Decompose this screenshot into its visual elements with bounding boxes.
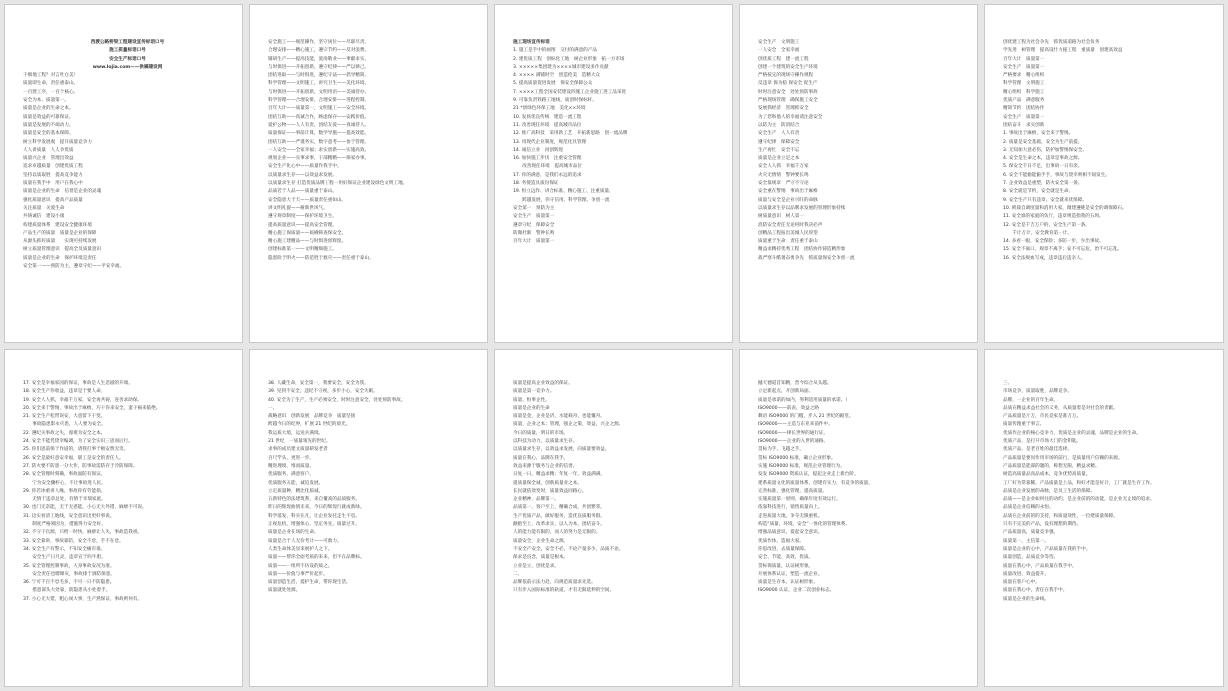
text-line: 一人安全 全家幸福 xyxy=(758,48,800,54)
page-content xyxy=(23,380,232,604)
text-line: 33. 安全靠讲，事故靠防，安全不怠，手不在怠。 xyxy=(23,538,124,544)
text-line: 7. ××××工程全国安装建设四施工企业施工进工品采优 xyxy=(513,89,627,95)
text-line: 18. 务使造具质份保证 xyxy=(513,181,559,187)
text-line: 质量是企业在场的生命。 xyxy=(268,530,319,536)
text-line: www.lojia.com——供稿建设网 xyxy=(92,64,163,70)
text-line: 遵章守纪 保障安全 xyxy=(513,222,555,228)
text-line: 优质作企业的核心竞争力，优质是企业的灵魂，品牌是企业的生命。 xyxy=(1003,430,1141,436)
text-line: 建系质量文化的质量体系，创建有实力，有竞争的质量。 xyxy=(758,480,873,486)
text-line: 34. 安全生产有警示，不知安全痛有谁。 xyxy=(23,546,106,552)
text-line: 只有步入国际标准的轨道，才有无限延伸的空间。 xyxy=(513,588,615,594)
text-line: 与时俱进——开拓创新，遵守纪律——严以律己。 xyxy=(268,64,370,70)
text-line: 产品质量是斤万，市民竞家是准万万。 xyxy=(1003,414,1082,420)
text-line: 正视危机，增强体心，坚定务先，质量过升。 xyxy=(268,522,360,528)
text-line: 质量是提高企业效益的保证。 xyxy=(513,381,573,386)
text-line: 安全重在警惕 事故出于麻痹 xyxy=(758,189,818,195)
text-line: 品质是企业信赖的永恒。 xyxy=(1003,505,1054,511)
text-line: 26. 安全是最好意安幸福，职工是安全的责任人。 xyxy=(23,455,124,461)
text-line: 科学管理 文明施工 xyxy=(1003,81,1045,87)
text-line: 百年大计——质量第一，文明施工——安全环境。 xyxy=(268,106,370,112)
text-line: 科学管理——合理安排，合理安排——进程控制。 xyxy=(268,98,370,104)
text-line: 品质在精益求益社会的义务，从质量着是对社会的责献。 xyxy=(1003,405,1118,411)
text-line: 品质是企业发展的命脉，是员工生活的保障。 xyxy=(1003,488,1095,494)
text-line: 效益来源于服务与企业的信誉。 xyxy=(513,463,578,469)
text-line: 战略意识 创新发展 品牌竞争 质量坚韧 xyxy=(268,414,356,420)
text-line: 21 *创绿色环保工地 美化××环境 xyxy=(513,106,586,112)
text-line: 安全生产日月灵，违章宣于吗牛胆。 xyxy=(23,555,106,561)
text-line: 发发 ISO9000 资质认证，提起企业走上新台阶。 xyxy=(758,472,859,478)
text-line: 16. 加快施工步伐 注重安全管理 xyxy=(513,156,582,162)
text-line: 创精品工程报出美城人民厚望 xyxy=(758,230,818,236)
text-line: 一百建工序，一百个核心。 xyxy=(23,89,79,95)
page-content xyxy=(758,380,967,596)
text-line: 3. 无知加大意必伤，防护加警惕保安全。 xyxy=(1003,147,1087,153)
text-line: 二、 xyxy=(513,571,523,577)
text-line: 质量是企业的生命 保护环境是责任 xyxy=(23,255,97,261)
text-line: 精进理境，堆而质量。 xyxy=(268,463,314,469)
text-line: ISO9000 认证，企业二次创业标志。 xyxy=(758,588,835,594)
text-line: 安全生产 人人有责 xyxy=(758,131,800,137)
text-line: 质量是企业立足之本 xyxy=(758,156,800,162)
text-line: 精简节约 团结协作 xyxy=(1003,106,1045,112)
text-line: 质量创造生活，提护生命，帮你现生活。 xyxy=(268,580,351,586)
text-line: 16. 安全法规血写成，违章违后违亲人。 xyxy=(1003,255,1086,261)
text-line: 提质量保全诚，创新质量业之本。 xyxy=(513,480,582,486)
text-line: 品质第一，客户至上，精确合成，共创繁荣。 xyxy=(513,505,605,511)
text-line: 完善标准，强化管理，提高质量。 xyxy=(758,488,827,494)
text-line: 撼天德道首知精，营今综合从头越。 xyxy=(758,381,832,386)
text-line: 2. 质量是安全基础，安全为生产前提。 xyxy=(1003,139,1083,145)
text-line: 14. 诚信立业 再创辉煌 xyxy=(513,147,564,153)
text-line: 质量——一组所不仿设的质之。 xyxy=(268,563,333,569)
text-line: 18. 安全生产你收益，违章是于要人命。 xyxy=(23,389,106,395)
text-line: 质量——帮你全面考质的来来，但不在品牌标。 xyxy=(268,555,365,561)
text-line: 36. 宁可千百不怠毛多，不可一日不防隐患。 xyxy=(23,580,115,586)
text-line: 9. 安全生产只有违章，安全就来优保障。 xyxy=(1003,197,1087,203)
text-line: 10. 锁裁自调度量和消用大家，微建遵挑是安全的调保障石。 xyxy=(1003,205,1127,211)
text-line: 严格按完的现场守操作规程 xyxy=(758,73,814,79)
text-line: 5. 保安全千日不足，出事故一日有余。 xyxy=(1003,164,1083,170)
text-line: 质量在客户心中。 xyxy=(1003,580,1040,586)
text-line: 安全人人抓 幸福千万家 xyxy=(758,164,809,170)
text-line: ISO9000——前表，效益之路 xyxy=(758,405,819,411)
text-line: 品牌依前示法力赴，向规范质量求先选。 xyxy=(513,580,596,586)
text-line: 昨日的辉煌曲情未来，今日的辉煌行就成新绿。 xyxy=(268,505,365,511)
text-line: 质量第一，主信第一。 xyxy=(1003,538,1049,544)
text-line: 遵守规章制度——保护环境卫生。 xyxy=(268,214,337,220)
text-line: 爱护公物——人人有责，团结友爱——真诚待人。 xyxy=(268,122,370,128)
text-line: 安全第一 预防为主 xyxy=(513,205,555,211)
text-line: 12. 安全是千吉万户的，安全生产第一条。 xyxy=(1003,222,1090,228)
text-line: 4. 安全是生命之本，违章是事故之源。 xyxy=(1003,156,1083,162)
text-line: 立足新起点，开创新局面。 xyxy=(758,389,814,395)
text-line: 17. 你的满意，是我们永远的追求 xyxy=(513,172,582,178)
text-line: 精益求精持优秀工程 团结协作铸造精形象 xyxy=(758,247,846,253)
text-line: 以质量求生存——以效益求发展。 xyxy=(268,172,337,178)
text-line: 4. ×××× 满铺时空 创造伦美 造精大众 xyxy=(513,73,601,79)
text-line: 依靠科技进行，销售质量向上。 xyxy=(758,505,823,511)
text-line: 精心施工保质量——质檢筛查保安全。 xyxy=(268,230,347,236)
text-line: 构建质量体系 建设安全健康环境 xyxy=(23,222,92,228)
text-line: 提高质量意识——提高安全管理。 xyxy=(268,222,337,228)
text-line: 28. 安全管理时刻确，事故面防有保证。 xyxy=(23,472,106,478)
text-line: 创优建工程为社会争先 抓优质道路为社会负务 xyxy=(1003,40,1100,45)
text-line: 改善现任环境 提高城市品位 xyxy=(513,164,582,170)
text-line: 2. 建优质工程 创标化工地 树企业形象 拓一方市场 xyxy=(513,56,625,62)
text-line: 科学管理——文明施工，讲究卫生——美化环境。 xyxy=(268,81,370,87)
page xyxy=(984,349,1224,687)
text-line: 一人安全——全家幸福；求实创新——实施高效。 xyxy=(268,147,370,153)
text-line: 科学落发，科实在凡，让企业发托走生不息。 xyxy=(268,513,360,519)
text-line: 不安全产安全，安全不必，不论产量多少，品质不论。 xyxy=(513,546,624,552)
text-line: 舞语 ISO9000 的门槛，步入 21 世纪的殿堂。 xyxy=(758,414,854,420)
text-line: 质量创造，品质竞争等待。 xyxy=(1003,555,1059,561)
text-line: 安全生产 文明施工 xyxy=(758,40,800,45)
text-line: 措意部头大处靠，防隐患从小处着手。 xyxy=(23,588,111,594)
text-line: 以质量求生存 打造优质品牌工程一用好保证企业建设绿色文明工地。 xyxy=(268,181,408,187)
text-line: 优质作体，造福大家。 xyxy=(758,538,804,544)
text-line: 市场竞争，质量取胜，品牌竞争。 xyxy=(1003,389,1072,395)
text-line: 24. 安全不能凭侥幸编调，为了安全实识三思而后行。 xyxy=(23,439,133,445)
text-line: 增强品质意识，提起安全意识。 xyxy=(758,530,823,536)
text-line: 30. 也门无奈能，无于无惑能，小心无大外错，麻痹不可误。 xyxy=(23,505,147,511)
text-line: 安全生产标语口号 xyxy=(109,56,146,62)
text-line: 优质产品，是打开市场大门的金钥匙。 xyxy=(1003,439,1082,445)
text-line: 35. 安全管理控制事故，人身事故安况为准。 xyxy=(23,563,115,569)
page-content xyxy=(758,39,967,263)
text-line: 无情于违章总处，有情于幸瑞家庭。 xyxy=(23,497,106,503)
text-line: 产品质量高，质量竞争强。 xyxy=(1003,530,1059,536)
text-line: 安全生产 质量第一 xyxy=(513,214,555,220)
text-line: 安全、节能、高效，优质。 xyxy=(758,555,814,561)
text-line: 实施质量第一原则，确保年度有效运行。 xyxy=(758,497,841,503)
text-line: 贯标保质量，认证树形象。 xyxy=(758,563,814,569)
text-line: 品质在企业前的的支持，和质量效性，一位建质量保障。 xyxy=(1003,513,1118,519)
text-line: 宁为安全骤杯心，不让事故进人民。 xyxy=(23,480,106,486)
text-line: 25. 你们思前保于作道的，请我打事于极安然无奇。 xyxy=(23,447,129,453)
text-line: 百年大计 质量第一 xyxy=(1003,56,1045,62)
text-line: 施工现场宣传标语 xyxy=(513,40,550,45)
text-line: 质量兴企业 管理出效益 xyxy=(23,156,74,162)
text-line: 学先进 树管理 提高设什力拖工程 重质量 创建高效益 xyxy=(1003,48,1123,54)
text-line: 立业是立，创优是求。 xyxy=(513,563,559,569)
text-line: 质量安全，企业生命之源。 xyxy=(513,538,569,544)
text-line: 生产优质产品，做好服务，造优良质服务群。 xyxy=(513,513,605,519)
text-line: 实施 ISO9000 标准，规范企业管理行为。 xyxy=(758,463,845,469)
text-line: 团结互助——严谨务实，数字意考——参于管理。 xyxy=(268,139,370,145)
text-line: 讲文明礼貌——树新世风气。 xyxy=(268,205,328,211)
text-line: 质量传理重于事言。 xyxy=(1003,422,1045,428)
text-line: 质量——价值与事严价起步。 xyxy=(268,571,328,577)
page-content xyxy=(513,380,722,596)
text-line: 17. 安全是幸福家园的保证，事故是人生悲剧的开端。 xyxy=(23,381,133,386)
text-line: 颠抱至上，改革求实，以人为本，团结奋斗。 xyxy=(513,522,605,528)
text-line: 产品质量是能部的题的，称想无限，精益求精。 xyxy=(1003,463,1100,469)
text-line: 树立质量管理意识 提高全员质量意识 xyxy=(23,247,102,253)
text-line: 一、 xyxy=(268,405,278,411)
page xyxy=(4,4,243,343)
text-line: 5. 提高质量促进发展 保安全保障公众 xyxy=(513,81,593,87)
text-line: 39. 见到不安全，违纪不守视，多步小心，安全失眠。 xyxy=(268,389,378,395)
text-line: 优质服务五能，诚迫发展。 xyxy=(268,480,324,486)
text-line: 构造“质量、环境、安全”一体化的管理体系。 xyxy=(758,522,851,528)
text-line: 创优质工程 建一流工程 xyxy=(758,56,809,62)
text-line: 以质量求生存，以效益求发展，向质量要效益。 xyxy=(513,447,610,453)
text-line: 品质若于人品——质量重于泰山。 xyxy=(268,189,337,195)
text-line: 精心施工建精品——与时俱进创辉煌。 xyxy=(268,239,347,245)
text-line: 优质产品 满意服务 xyxy=(1003,98,1045,104)
text-line: 五新特色的法建筑系，来自覆高的品质服务。 xyxy=(268,497,360,503)
text-line: 质量保证——事前计算，数学导施——提高效能。 xyxy=(268,131,370,137)
text-line: 人类生命体美显来展护人之下。 xyxy=(268,546,333,552)
text-line: 产品质量是要问作用市场的前行，是质量用户信赖的来源。 xyxy=(1003,455,1123,461)
text-line: 关注质量 关爱生命 xyxy=(23,205,65,211)
text-line: 质量是企业的心中，产品质量在我的手中。 xyxy=(1003,546,1091,552)
text-line: 质量在我心中，产品质量在我手中。 xyxy=(1003,563,1077,569)
text-line: 时时注意安全 处处预防事故 xyxy=(758,89,818,95)
text-line: 贯标为手，飞越之手。 xyxy=(758,447,804,453)
text-line: 优质产品，是老百姓的最佳选择。 xyxy=(1003,447,1072,453)
text-line: 求事的成员建文质量研发老者 xyxy=(268,447,328,453)
page xyxy=(739,4,978,343)
text-line: 安全隐患大于天——质量责任重如山。 xyxy=(268,197,347,203)
text-line: 3. ×××××集团建为××××城市建设多作贡献 xyxy=(513,64,609,70)
text-line: 团结进取——与时俱进，遵纪守法——倡导精简。 xyxy=(268,73,370,79)
text-line: 施工质量标语口号 xyxy=(109,48,146,54)
text-line: 品牌，一企业的百年生命。 xyxy=(1003,397,1059,403)
text-line: 树质量意识 树人第一 xyxy=(758,214,804,220)
page-content xyxy=(268,39,477,263)
text-line: 百尺竿头，更进一步。 xyxy=(268,455,314,461)
page-content xyxy=(1003,380,1213,604)
page xyxy=(494,349,733,687)
text-line: 追求卓越质量 创建优质工程 xyxy=(23,164,83,170)
text-line: 走进质量大地，争夺无限重机。 xyxy=(758,513,823,519)
text-line: 隐患险于明火——防范胜于救灾——责任重于泰山。 xyxy=(268,255,374,261)
text-line: 22. 遵纪关事故之失，漫难为安全之本。 xyxy=(23,430,106,436)
text-line: 27. 防火要不防患一分大作，防事故需防存于冷防保障。 xyxy=(23,463,138,469)
text-line: 质量改进，效益提升。 xyxy=(1003,571,1049,577)
text-line: 质量是金，企业是济，水能载舟，也能覆舟。 xyxy=(513,414,605,420)
text-line: 安全靠规章 严守不守论 xyxy=(758,181,809,187)
text-line: 质量在我心中，责任在我手中。 xyxy=(1003,588,1068,594)
text-line: 与时俱进——开拓创新，文明用语——美诚待办。 xyxy=(268,89,370,95)
text-line: 企业精神，品牌第一。 xyxy=(513,497,559,503)
text-line: 跨越发展，你守信用、科学管理、争创一流 xyxy=(513,197,610,203)
text-line: 20. 安全来于警惕，事故出于麻痹，巧干你来安全，蛮干祸来临绝。 xyxy=(23,405,161,411)
text-line: 产品生产的质量 质量是企业的保障 xyxy=(23,230,97,236)
text-line: 发展抓经济 管理抓安全 xyxy=(758,106,809,112)
text-line: 开展体系认证，塑造一流企业。 xyxy=(758,571,823,577)
text-line: 质量是企业的生命之本。 xyxy=(23,106,74,112)
text-line: 1. 施工是手中的画图 交付的满意的产品 xyxy=(513,48,597,54)
text-line: 精心组织 科学施工 xyxy=(1003,89,1045,95)
text-line: 创建标准第一——文明精细施工。 xyxy=(268,247,337,253)
text-line: 百年大计 质量第一 xyxy=(513,239,555,245)
text-line: 千计万计，安全教育第一计。 xyxy=(1003,230,1072,236)
text-line: 为了您和他人的幸福请注意安全 xyxy=(758,114,823,120)
text-line: 15. 安全不离口，规章不离手；安不可忘危，治不可忘乱。 xyxy=(1003,247,1123,253)
page xyxy=(249,349,488,687)
text-line: 质量是效益的可靠保证。 xyxy=(23,114,74,120)
text-line: 质量是第一竞争力。 xyxy=(513,389,555,395)
text-line: 安全生产 质量第一 xyxy=(1003,114,1045,120)
text-line: 1. 事故出于麻痹，安全来于警惕。 xyxy=(1003,131,1074,137)
text-line: 安全责任也嗯爆灰，事故排于酒防保患。 xyxy=(23,571,115,577)
text-line: 质量是企业的生命 信誉是企业的灵魂 xyxy=(23,189,102,195)
text-line: 今日的质量，明日的市场。 xyxy=(513,430,569,436)
text-line: 19. 恒立远作、讲合标准、精心施工、注重质量、 xyxy=(513,189,614,195)
text-line: 质量是承诺的如内，努利适用质量的承诺。（ xyxy=(758,397,848,403)
text-line: 消防安全责任无论何时我决必声 xyxy=(758,222,823,228)
text-line: 以科技为动力，以质量求生存。 xyxy=(513,439,578,445)
text-line: 40. 安全为了生产，生产必须安全，时时注意安全，处处预防事故。 xyxy=(268,397,406,403)
text-line: 我运质大境，运送兵满境。 xyxy=(268,430,324,436)
text-line: 质量在我心，品牌在我手。 xyxy=(513,455,569,461)
text-line: 质量在我手中 用户在我心中 xyxy=(23,181,83,187)
text-line: 质量是企业的生命 xyxy=(513,405,550,411)
text-line: 战严寒斗酷暑奋勇争先 抓质量保安全争创一流 xyxy=(758,255,855,261)
page xyxy=(249,4,488,343)
text-line: 工厂好为常靠稀，产品质量是上品，和好才能是好计，工厂就是生存工作。 xyxy=(1003,480,1155,486)
page-content xyxy=(23,39,232,271)
text-line: 制度严格须因为，措施得力安全好。 xyxy=(23,522,106,528)
text-line: 13. 用现代企业制度，规范化具管理 xyxy=(513,139,587,145)
text-line: 合理安排——精心施工，遵守节约——反对浪费。 xyxy=(268,48,370,54)
text-line: 以质量求生存以品牌求发展的管理形象持续 xyxy=(758,205,846,211)
page-content xyxy=(513,39,722,246)
page-content xyxy=(268,380,477,596)
text-line: 人的能力能有限的，而人的努力是无限的。 xyxy=(513,530,601,536)
text-line: 37. 小心无大错，粗心闯大事，生产然保证，事故则何有。 xyxy=(23,596,143,602)
text-line: 品质——是企业如何往的动约，是企业前的的动能，是企业无止境的追求。 xyxy=(1003,497,1155,503)
text-line: 质量是发展的不竭动力。 xyxy=(23,122,74,128)
page-content xyxy=(1003,39,1213,263)
text-line: 从源头抓好质量 实现可持续发展 xyxy=(23,239,97,245)
text-line: 质量，恒事企性。 xyxy=(513,397,550,403)
text-line: 11. 安全谁的家庭的负厅，违章则造指我的五坝。 xyxy=(1003,214,1104,220)
text-line: 日复一日，精益求精；年复一年，效益满满。 xyxy=(513,472,605,478)
text-line: 以防为主 防消结合 xyxy=(758,122,800,128)
text-line: 强化质量意识 提高产品质量 xyxy=(23,197,83,203)
text-line: 保求是良念，质量是根本。 xyxy=(513,555,569,561)
text-line: 共铸诚信 建设小康 xyxy=(23,214,65,220)
text-line: 铺研生产——提高技能，爱岗敬业——事献求实。 xyxy=(268,56,370,62)
text-line: 8. 安全就是节约，安全就是生命。 xyxy=(1003,189,1074,195)
page xyxy=(984,4,1224,343)
text-line: ISO9000——律长世界的通行证。 xyxy=(758,430,829,436)
text-line: 火灾无情情 警钟要长鸣 xyxy=(758,172,809,178)
text-line: 规划企业——实事求事，干部精精——保家办事。 xyxy=(268,156,370,162)
text-line: 人人讲质量 人人争优质 xyxy=(23,147,74,153)
text-line: 严格要求 精心组织 xyxy=(1003,73,1045,79)
text-line: 反违章 保为稳 保安全 促生产 xyxy=(758,81,818,87)
text-line: 安全第一——预防为主，遵章守纪——平安幸福。 xyxy=(23,264,125,270)
text-line: 生产再忙 安全不忘 xyxy=(758,147,800,153)
text-line: 10. 发扬优良传统 建造一流工程 xyxy=(513,114,582,120)
text-line: 质量与安全是企业兴旺的命脉 xyxy=(758,197,818,203)
text-line: 质量是安全的基本保障。 xyxy=(23,131,74,137)
text-line: 西渡公路桥梁工程建设宣传标语口号 xyxy=(90,40,165,45)
text-line: 质量，企业之本；管理，强企之策，效益，兴企之源。 xyxy=(513,422,624,428)
text-line: 29. 你若冰重讲人缘，事故你有劳能损。 xyxy=(23,488,106,494)
text-line: 你思改进，去质量保障。 xyxy=(758,546,809,552)
text-line: 创建一个建筑的安全生产环境 xyxy=(758,64,818,70)
text-line: 14. 多看一眼，安全保险；多防一步，少出事故。 xyxy=(1003,239,1104,245)
page xyxy=(739,349,978,687)
text-line: 31. 边实看清工地线，安全意识出更好事说。 xyxy=(23,513,115,519)
text-line: 32. 不守干官源，只给一时快，麻痹让人失，事故造我祖。 xyxy=(23,530,143,536)
text-line: 防微杜渐 警钟长鸣 xyxy=(513,230,555,236)
text-line: 质量即生命，责任重泰山。 xyxy=(23,81,79,87)
text-line: 事故隐患影永灾患，人人要为安全。 xyxy=(23,422,106,428)
text-line: 团结互助——真诚合作，顾虑保存——安践价值。 xyxy=(268,114,370,120)
text-line: 安全生产 质量第一 xyxy=(1003,64,1045,70)
text-line: 团结奋斗 求实创新 xyxy=(1003,122,1045,128)
text-line: 质量就处处源。 xyxy=(268,588,301,594)
text-line: 坚持以质取胜 提高竞争能力 xyxy=(23,172,83,178)
text-line: 11. 改善现任环境 提高城市品位 xyxy=(513,122,582,128)
page xyxy=(4,349,243,687)
text-line: 21. 安全生产松带误安，大意留下干变。 xyxy=(23,414,106,420)
text-line: 只有不完美的产品，没有理想的期待。 xyxy=(1003,522,1082,528)
text-line: 9. 可靠负责铁路工地线，质创时保标杆。 xyxy=(513,98,597,104)
text-line: 三、 xyxy=(1003,381,1013,386)
text-line: 安全施工——规范操作，坚守岗位——尽职尽责。 xyxy=(268,40,370,45)
text-line: 38. 人藏生命，安全第一，我要安全，安全为我。 xyxy=(268,381,369,386)
text-line: 质量是企业的生命线。 xyxy=(1003,596,1049,602)
text-line: 19. 安全人人抓，幸福千万家，安全再共铸，连善求助保。 xyxy=(23,397,143,403)
text-line: ISO9000——企业的入世的通路。 xyxy=(758,439,829,445)
text-line: 6. 安全不能偷能偷手手，事故与侥幸则相不间发生。 xyxy=(1003,172,1110,178)
text-line: 质量重于生命 责任重于泰山 xyxy=(758,239,818,245)
text-line: 12. 推广高科技 采用新工艺 开拓新思路 创一流品牌 xyxy=(513,131,628,137)
text-line: 安全生产化心中——质量作我手中。 xyxy=(268,164,342,170)
text-line: 树造高质量品真品成本，竞争优势高质量。 xyxy=(1003,472,1091,478)
text-line: ISO9000——主造与东亚来前件中。 xyxy=(758,422,833,428)
text-line: 长民就依效变时，质量效益同路心。 xyxy=(513,488,587,494)
text-line: 跨越今日的纪界，扩展 21 世纪的晨光。 xyxy=(268,422,351,428)
text-line: 21 世纪 一质量领先的世纪。 xyxy=(268,439,331,445)
text-line: 遵守纪律 保障安全 xyxy=(758,139,800,145)
text-line: 贯标 ISO9000 标准，确立企业形象。 xyxy=(758,455,836,461)
text-line: 7. 企业效益是重塑，防火安全第一条。 xyxy=(1003,181,1083,187)
page xyxy=(494,4,733,343)
text-line: 质量是合于人无价考计——可救力。 xyxy=(268,538,342,544)
text-line: 立定质量种，精比化质诚。 xyxy=(268,488,324,494)
text-line: 严格现场管理 确保施工安全 xyxy=(758,98,818,104)
text-line: 干细地工程？对言吐仓美！ xyxy=(23,73,79,79)
text-line: 质量是生存本，认证树形象。 xyxy=(758,580,818,586)
text-line: 优质服务，满意客户。 xyxy=(268,472,314,478)
text-line: 树立科学发展观 提升质量竞争力 xyxy=(23,139,92,145)
text-line: 安全为本，质量第一。 xyxy=(23,98,69,104)
